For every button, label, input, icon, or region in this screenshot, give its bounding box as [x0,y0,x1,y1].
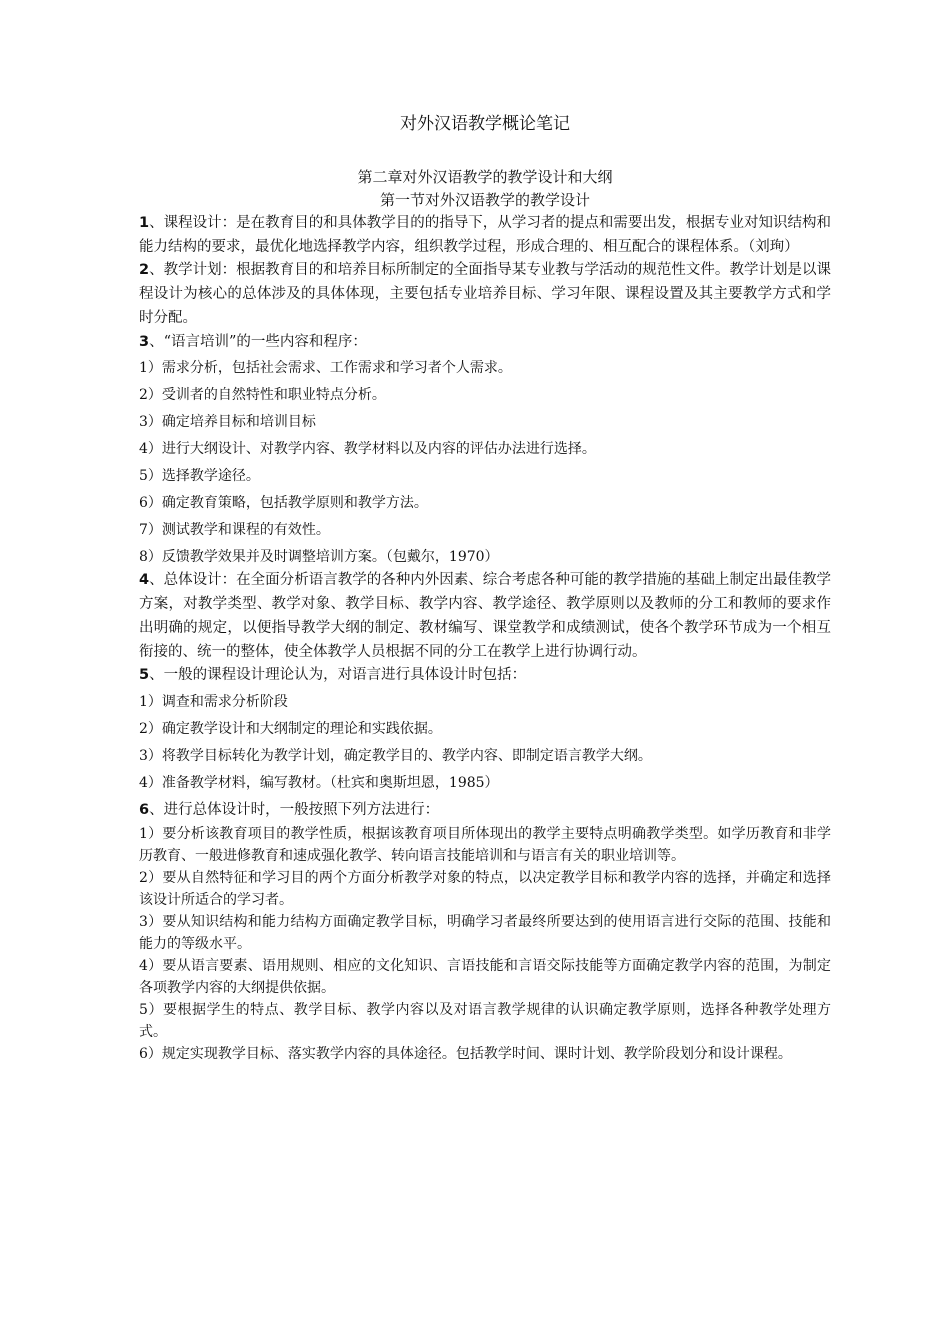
list-item: 5）要根据学生的特点、教学目标、教学内容以及对语言教学规律的认识确定教学原则，选择各种教学处理方式。 [139,1001,831,1040]
list-item: 7）测试教学和课程的有效性。 [139,522,330,539]
paragraph-curriculum-theory [139,664,831,688]
list-item: 2）要从自然特征和学习目的两个方面分析教学对象的特点，以决定教学目标和教学内容的选择，并确定和选择该设计所适合的学习者。 [139,869,831,908]
item-number: 4 [139,572,150,589]
list-item: 1）要分析该教育项目的教学性质，根据该教育项目所体现出的教学主要特点明确教学类型。如学历教育和非学历教育、一般进修教育和速成强化教学、转向语言技能培训和与语言有关的职业培训等。 [139,825,831,864]
paragraph-text: 、一般的课程设计理论认为，对语言进行具体设计时包括： [149,667,527,684]
paragraph-text: 、总体设计：在全面分析语言教学的各种内外因素、综合考虑各种可能的教学措施的基础上制定出最佳教学方案，对教学类型、教学对象、教学目标、教学内容、教学途径、教学原则以及教师的分工和教师的要求作出明确的规定，以便指导教学大纲的制定、教材编写、课堂教学和成绩测试，使各个教学环节成为一个相互衔接的、统一的整体，使全体教学人员根据不同的分工在教学上进行协调行动。 [139,572,831,660]
paragraph-text: 、课程设计：是在教育目的和具体教学目的的指导下，从学习者的提点和需要出发，根据专业对知识结构和能力结构的要求，最优化地选择教学内容，组织教学过程，形成合理的、相互配合的课程体系。（刘珣） [139,215,831,255]
item-number: 5 [139,667,150,684]
list-item: 4）进行大纲设计、对教学内容、教学材料以及内容的评估办法进行选择。 [139,441,596,458]
section-heading: 第一节对外汉语教学的教学设计 [379,191,590,209]
paragraph-text: 、进行总体设计时，一般按照下列方法进行： [149,801,440,818]
paragraph-text: 、教学计划：根据教育目的和培养目标所制定的全面指导某专业教与学活动的规范性文件。教学计划是以课程设计为核心的总体涉及的具体体现，主要包括专业培养目标、学习年限、课程设置及其主要教学方式和学时分配。 [139,262,831,326]
chapter-heading: 第二章对外汉语教学的教学设计和大纲 [357,168,613,186]
list-item: 2）确定教学设计和大纲制定的理论和实践依据。 [139,720,442,737]
paragraph-overall-method [139,799,831,823]
paragraph-language-training [139,331,831,355]
document-title: 对外汉语教学概论笔记 [400,114,570,134]
item-number: 1 [139,215,150,231]
list-item: 1）调查和需求分析阶段 [139,693,288,710]
list-item: 1）需求分析，包括社会需求、工作需求和学习者个人需求。 [139,360,512,377]
list-item: 3）确定培养目标和培训目标 [139,414,316,431]
list-item: 6）规定实现教学目标、落实教学内容的具体途径。包括教学时间、课时计划、教学阶段划分和设计课程。 [139,1045,792,1062]
training-steps-list [139,357,831,569]
item-number: 3 [139,333,150,350]
method-steps-list [139,823,831,1065]
paragraph-course-design [139,212,831,259]
design-steps-list [139,691,831,795]
paragraph-teaching-plan [139,259,831,330]
list-item: 4）准备教学材料，编写教材。（杜宾和奥斯坦恩，1985） [139,774,499,791]
document-page [139,112,831,1065]
list-item: 3）要从知识结构和能力结构方面确定教学目标，明确学习者最终所要达到的使用语言进行交际的范围、技能和能力的等级水平。 [139,913,831,952]
list-item: 8）反馈教学效果并及时调整培训方案。（包戴尔，1970） [139,549,499,566]
item-number: 2 [139,262,150,279]
list-item: 4）要从语言要素、语用规则、相应的文化知识、言语技能和言语交际技能等方面确定教学内容的范围，为制定各项教学内容的大纲提供依据。 [139,957,831,996]
list-item: 5）选择教学途径。 [139,468,260,485]
list-item: 6）确定教育策略，包括教学原则和教学方法。 [139,495,428,512]
list-item: 3）将教学目标转化为教学计划，确定教学目的、教学内容、即制定语言教学大纲。 [139,747,652,764]
list-item: 2）受训者的自然特性和职业特点分析。 [139,387,386,404]
paragraph-overall-design [139,569,831,664]
paragraph-text: 、“语言培训”的一些内容和程序： [149,333,367,350]
item-number: 6 [139,801,150,818]
